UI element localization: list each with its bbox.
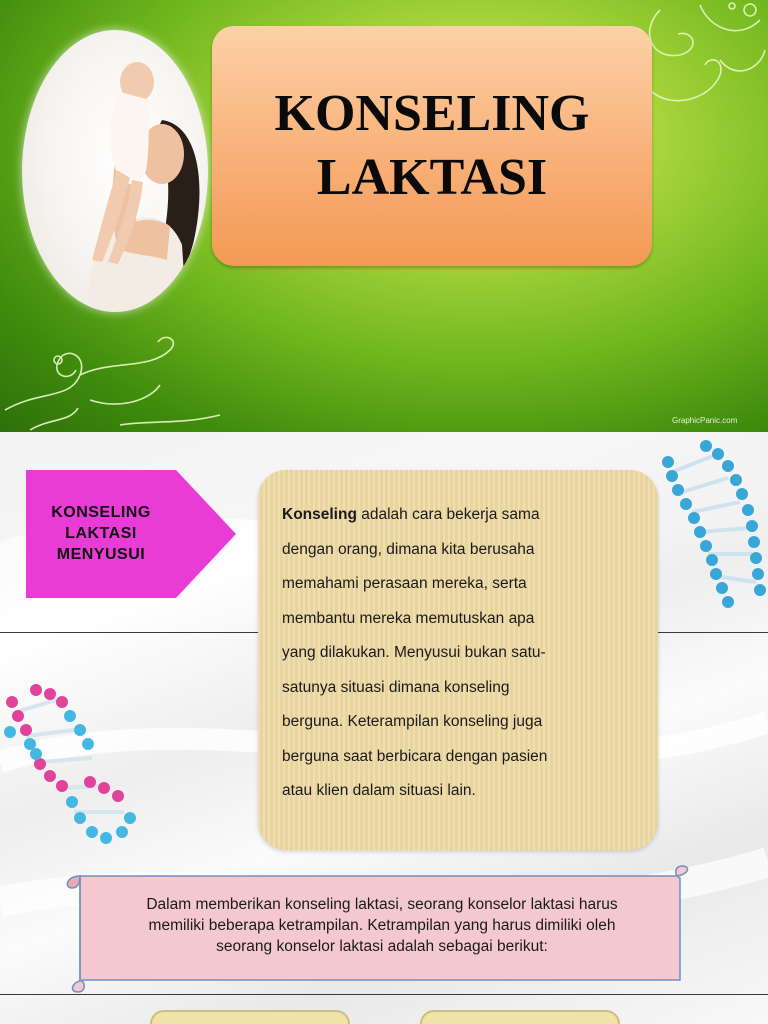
title-slide [0, 0, 768, 432]
arrow-label-line-1: KONSELING [51, 504, 151, 521]
arrow-label-line-2: LAKTASI [65, 525, 137, 542]
scroll-line-3: seorang konselor laktasi adalah sebagai berikut: [216, 938, 548, 955]
slide-title [212, 82, 652, 210]
title-line-2: LAKTASI [316, 149, 548, 206]
bottom-box-left [150, 1010, 350, 1024]
scroll-line-2: memiliki beberapa ketrampilan. Ketrampilan yang harus dimiliki oleh [148, 917, 616, 934]
scroll-line-1: Dalam memberikan konseling laktasi, seorang konselor laktasi harus [146, 896, 618, 913]
swirl-ornament-bottom-left [0, 330, 230, 432]
definition-line-8: berguna saat berbicara dengan pasien [282, 747, 548, 765]
definition-line-3: memahami perasaan mereka, serta [282, 575, 527, 592]
definition-line-1 [282, 498, 632, 533]
definition-line-7: berguna. Keterampilan konseling juga [282, 713, 543, 730]
definition-line-5: yang dilakukan. Menyusui bukan satu- [282, 644, 546, 661]
definition-box [258, 470, 658, 850]
title-line-1: KONSELING [274, 85, 590, 142]
dna-helix-blue-icon [648, 432, 768, 618]
arrow-label [26, 502, 176, 565]
arrow-label-line-3: MENYUSUI [56, 546, 146, 563]
definition-line-2: dengan orang, dimana kita berusaha [282, 540, 535, 558]
dna-helix-pink-icon [0, 672, 150, 862]
definition-line-9: atau klien dalam situasi lain. [282, 782, 476, 799]
credit-text: GraphicPanic.com [672, 416, 738, 425]
mother-baby-illustration [22, 30, 208, 312]
definition-line-6: satunya situasi dimana konseling [282, 678, 510, 696]
definition-term: Konseling [282, 506, 357, 523]
definition-text-1: adalah cara bekerja sama [356, 506, 540, 523]
definition-line-4: membantu mereka memutuskan apa [282, 609, 535, 627]
mother-baby-photo [22, 30, 208, 312]
title-box [212, 26, 652, 266]
bottom-box-right [420, 1010, 620, 1024]
content-slide [0, 432, 768, 1024]
scroll-banner-text [86, 894, 678, 957]
